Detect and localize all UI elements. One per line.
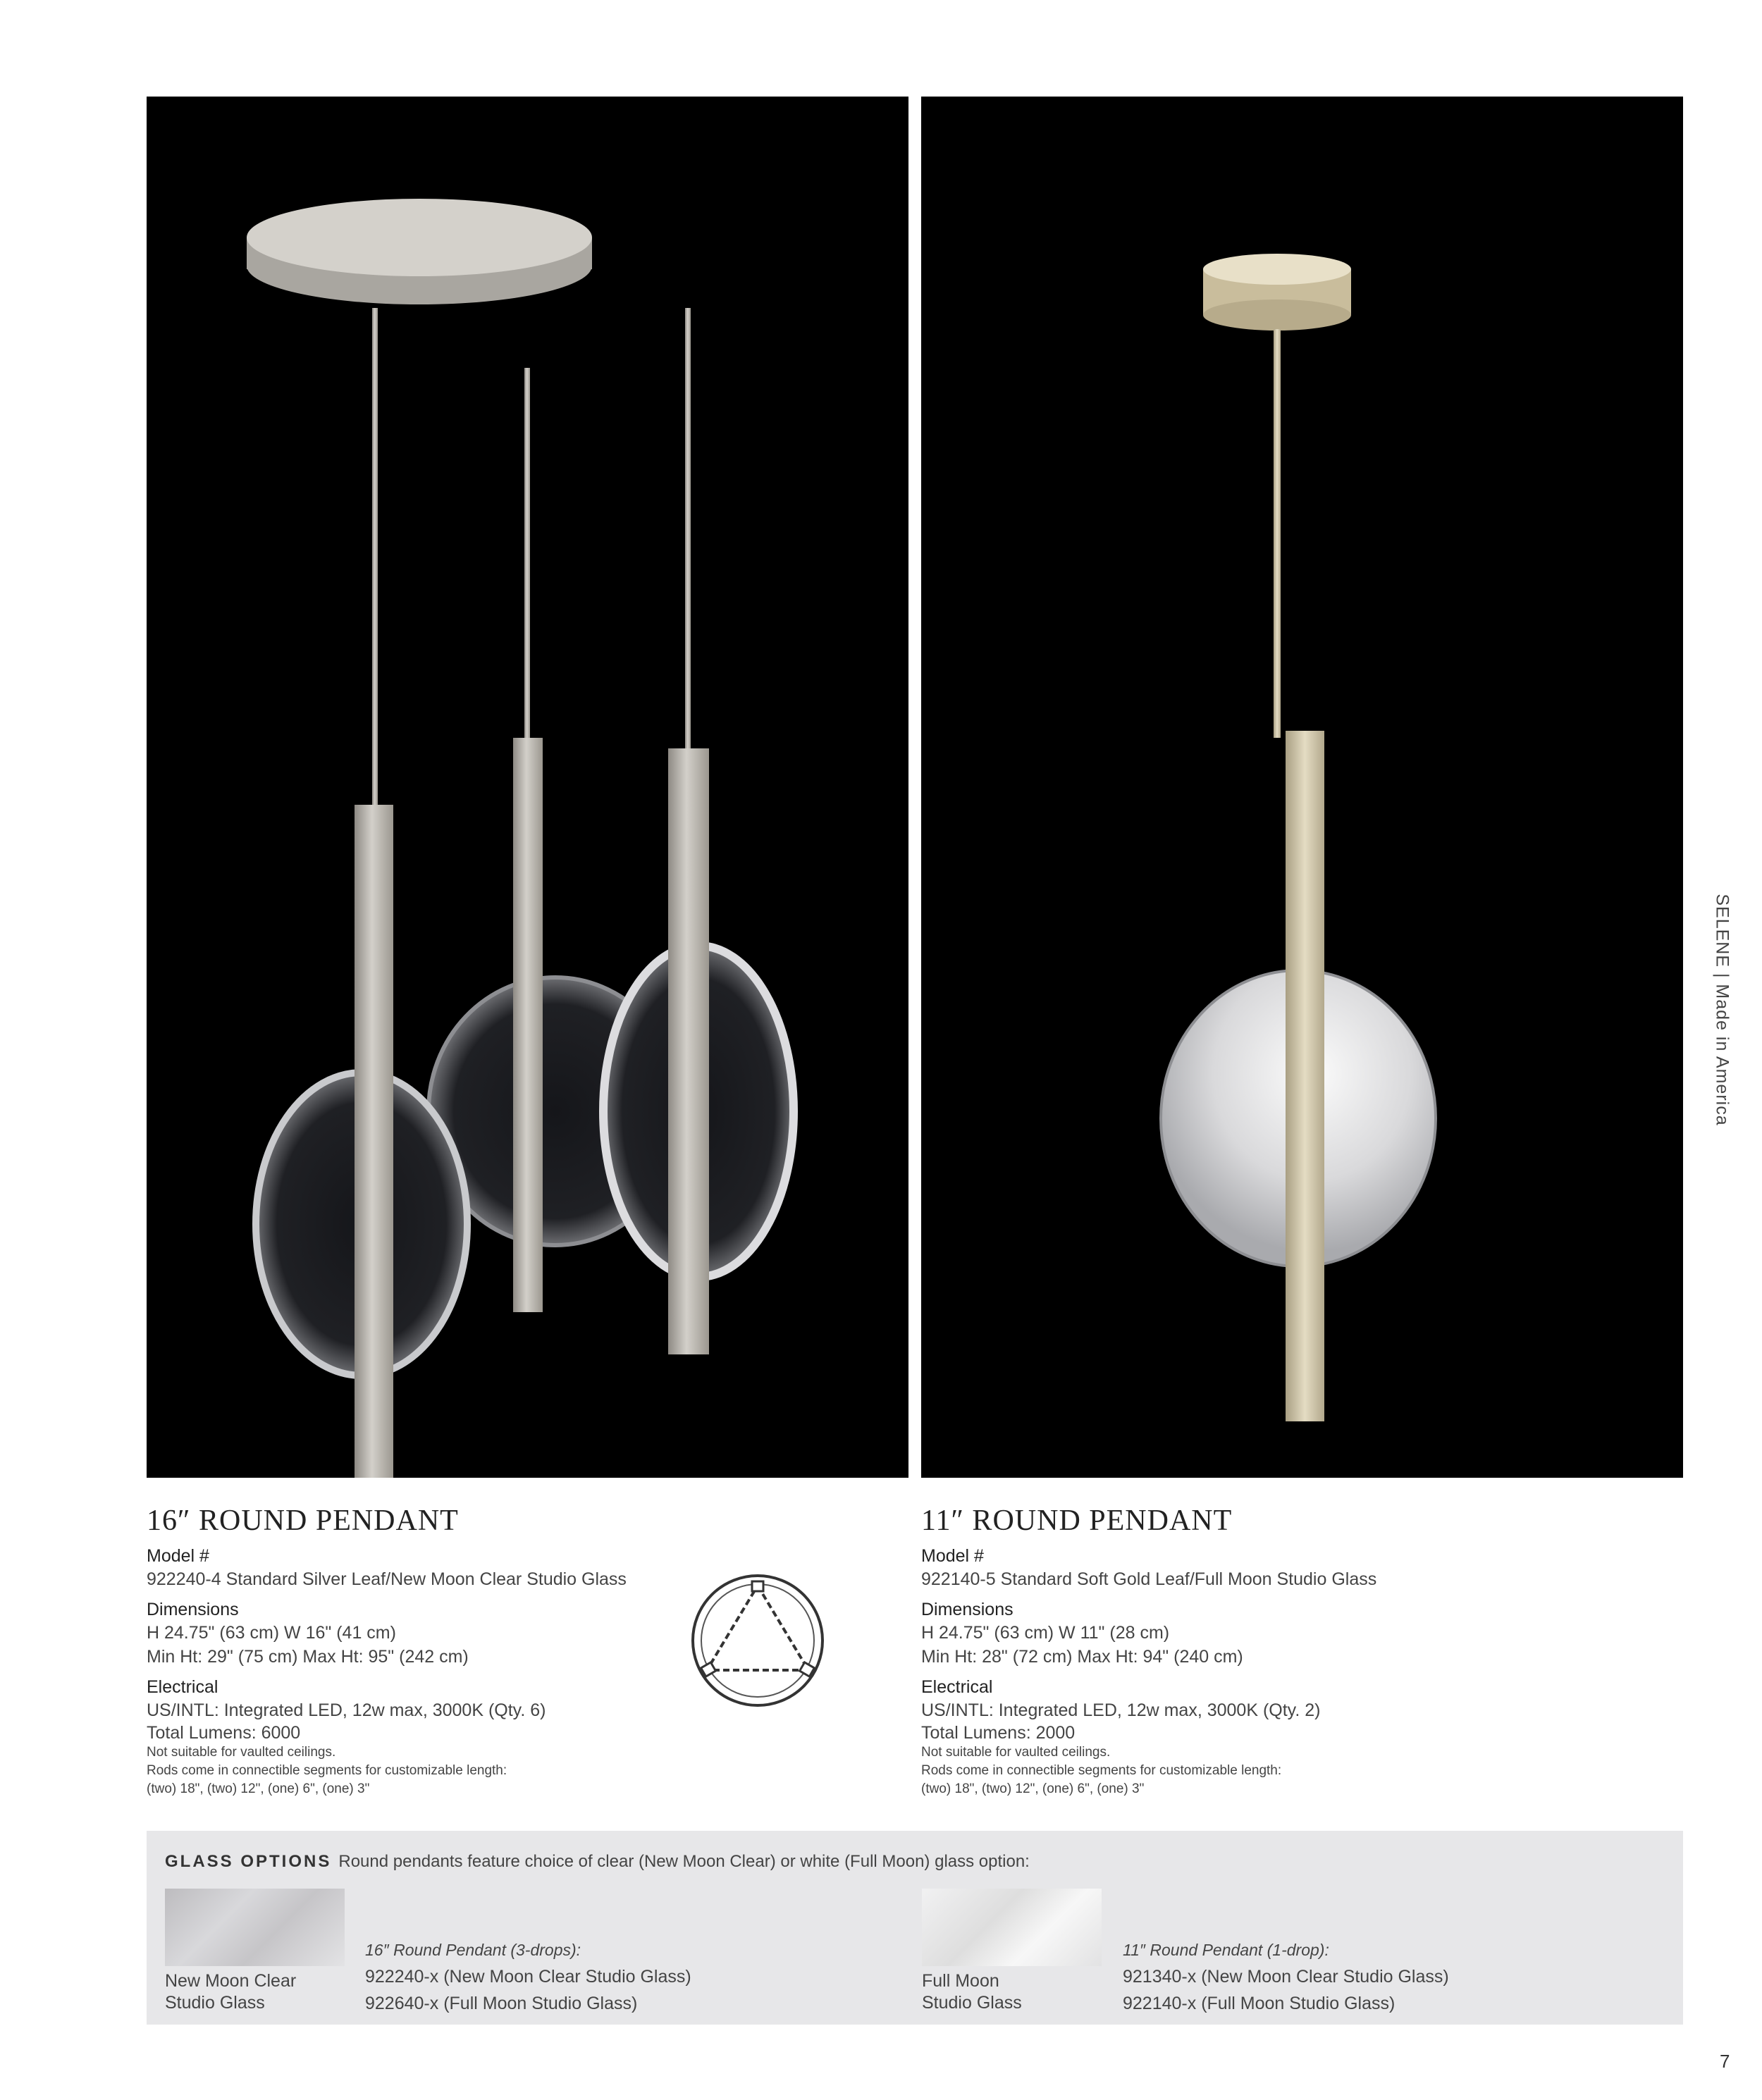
option-model: 922140-x (Full Moon Studio Glass) bbox=[1123, 1994, 1396, 2013]
height-range-line: Min Ht: 29" (75 cm) Max Ht: 95" (242 cm) bbox=[147, 1647, 469, 1667]
pendant-1-drop-illustration bbox=[921, 97, 1683, 1478]
canopy-mounting-diagram bbox=[687, 1570, 828, 1711]
product-title: 11″ ROUND PENDANT bbox=[921, 1505, 1233, 1537]
model-label: Model # bbox=[921, 1546, 984, 1566]
glass-options-heading: GLASS OPTIONS bbox=[165, 1852, 332, 1871]
dimensions-label: Dimensions bbox=[921, 1600, 1014, 1619]
electrical-line: US/INTL: Integrated LED, 12w max, 3000K (Qty. 2) bbox=[921, 1700, 1321, 1720]
swatch-caption-line: Studio Glass bbox=[165, 1993, 265, 2013]
collection-side-label bbox=[1700, 894, 1744, 1126]
model-value: 922240-4 Standard Silver Leaf/New Moon Clear Studio Glass bbox=[147, 1569, 627, 1589]
model-value: 922140-5 Standard Soft Gold Leaf/Full Moon Studio Glass bbox=[921, 1569, 1377, 1589]
glass-options-header bbox=[165, 1852, 1030, 1872]
option-group-title: 16″ Round Pendant (3-drops): bbox=[365, 1941, 581, 1959]
glass-options-panel bbox=[147, 1831, 1683, 2025]
model-label: Model # bbox=[147, 1546, 209, 1566]
option-model: 922240-x (New Moon Clear Studio Glass) bbox=[365, 1967, 691, 1987]
spec-block-16-round-pendant bbox=[147, 1501, 781, 1798]
spec-block-11-round-pendant bbox=[921, 1501, 1555, 1798]
option-group-title: 11″ Round Pendant (1-drop): bbox=[1123, 1941, 1329, 1959]
glass-option-group-1-drop bbox=[1123, 1937, 1449, 2017]
glass-swatch-new-moon-clear bbox=[165, 1889, 345, 1966]
note-rods: Rods come in connectible segments for customizable length: bbox=[147, 1763, 507, 1778]
note-vaulted: Not suitable for vaulted ceilings. bbox=[147, 1745, 336, 1760]
note-rod-segments: (two) 18", (two) 12", (one) 6", (one) 3" bbox=[921, 1781, 1145, 1796]
electrical-line: US/INTL: Integrated LED, 12w max, 3000K (Qty. 6) bbox=[147, 1700, 546, 1720]
total-lumens: Total Lumens: 6000 bbox=[147, 1723, 301, 1743]
glass-option-group-3-drop bbox=[365, 1937, 691, 2017]
option-model: 921340-x (New Moon Clear Studio Glass) bbox=[1123, 1967, 1449, 1987]
pendant-3-drop-illustration bbox=[147, 97, 908, 1478]
swatch-caption-full-moon bbox=[922, 1970, 1022, 2014]
note-rod-segments: (two) 18", (two) 12", (one) 6", (one) 3" bbox=[147, 1781, 370, 1796]
swatch-caption-line: Studio Glass bbox=[922, 1993, 1022, 2013]
product-photo-11-round-pendant bbox=[921, 97, 1683, 1478]
dimensions-label: Dimensions bbox=[147, 1600, 239, 1619]
note-vaulted: Not suitable for vaulted ceilings. bbox=[921, 1745, 1111, 1760]
option-model: 922640-x (Full Moon Studio Glass) bbox=[365, 1994, 638, 2013]
product-photo-16-round-pendant bbox=[147, 97, 908, 1478]
total-lumens: Total Lumens: 2000 bbox=[921, 1723, 1076, 1743]
electrical-label: Electrical bbox=[921, 1677, 993, 1697]
swatch-caption-line: Full Moon bbox=[922, 1971, 999, 1991]
side-label-text: SELENE | Made in America bbox=[1712, 894, 1732, 1126]
swatch-caption-line: New Moon Clear bbox=[165, 1971, 297, 1991]
swatch-caption-new-moon-clear bbox=[165, 1970, 296, 2014]
page-number: 7 bbox=[1720, 2051, 1730, 2072]
height-range-line: Min Ht: 28" (72 cm) Max Ht: 94" (240 cm) bbox=[921, 1647, 1243, 1667]
dimensions-line: H 24.75" (63 cm) W 11" (28 cm) bbox=[921, 1623, 1170, 1643]
glass-options-description: Round pendants feature choice of clear (New Moon Clear) or white (Full Moon) glass option: bbox=[338, 1852, 1030, 1871]
note-rods: Rods come in connectible segments for customizable length: bbox=[921, 1763, 1282, 1778]
dimensions-line: H 24.75" (63 cm) W 16" (41 cm) bbox=[147, 1623, 396, 1643]
electrical-label: Electrical bbox=[147, 1677, 218, 1697]
glass-swatch-full-moon bbox=[922, 1889, 1102, 1966]
product-title: 16″ ROUND PENDANT bbox=[147, 1505, 459, 1537]
